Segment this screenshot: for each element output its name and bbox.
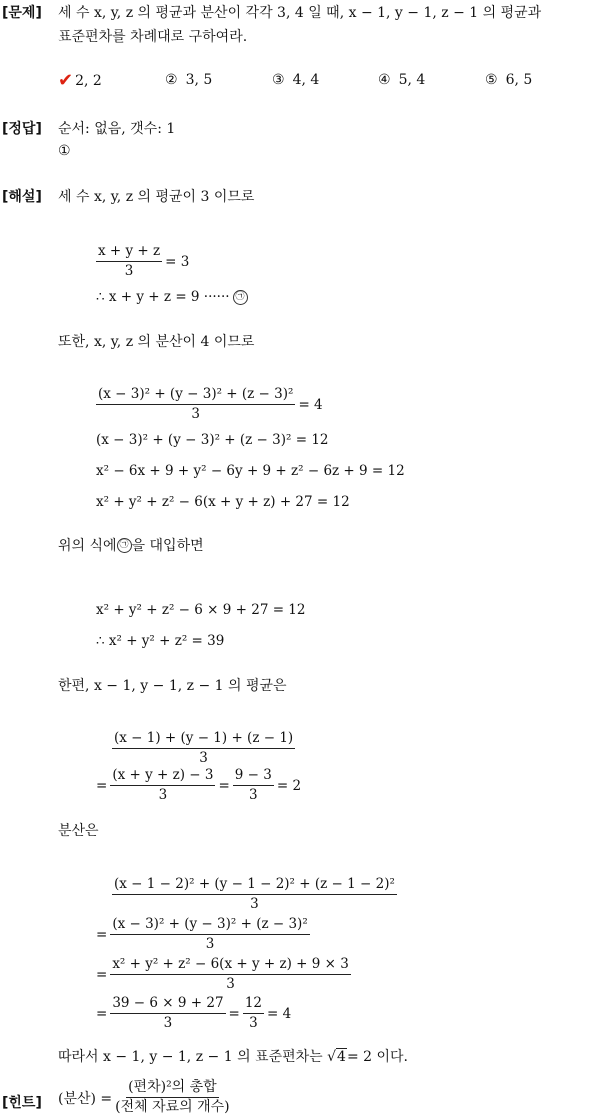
equation-line-7: x² + y² + z² − 6 × 9 + 27 = 12 [96, 602, 306, 618]
answer-line-1: 순서: 없음, 갯수: 1 [58, 121, 176, 137]
choice-5-label: 6, 5 [505, 72, 533, 88]
mean-fraction-2: = $\frac{(x + y + z) - 3}{3}$ = $\frac{9 - 3}{3}$ = 2 [96, 767, 302, 803]
equation-sum: ∴ x + y + z = 9 ······ ㉠ [96, 289, 248, 305]
variance-fraction-1: $\frac{\text{(x − 1 − 2)² + (y − 1 − 2)² + (z − 1 − 2)²}}{3}$ [114, 876, 395, 912]
problem-tag: [문제] [2, 5, 42, 21]
choice-3-number: ③ [272, 72, 285, 88]
solution-tag: [해설] [2, 189, 42, 205]
mean-fraction-1: $\frac{(x - 1) + (y - 1) + (z - 1)}{3}$ [114, 730, 294, 766]
choice-1[interactable] [58, 70, 102, 91]
choice-2-number: ② [165, 72, 178, 88]
choice-5-number: ⑤ [485, 72, 498, 88]
choice-3[interactable] [272, 72, 319, 88]
hint-formula: (분산) = $\frac{\text{(편차)²의 총합}}{\text{(전체 자료의 개수)}}$ [58, 1079, 230, 1115]
problem-line-1: 세 수 x, y, z 의 평균과 분산이 각각 3, 4 일 때, x − 1, y − 1, z − 1 의 평균과 [58, 5, 542, 21]
ref-mark-icon: ㉠ [233, 290, 248, 305]
equation-line-6: x² + y² + z² − 6(x + y + z) + 27 = 12 [96, 494, 350, 510]
conclusion: 따라서 x − 1, y − 1, z − 1 의 표준편차는 √ 4 = 2 이다. [58, 1048, 409, 1065]
equation-mean: $\frac{x + y + z}{3}$ = 3 [98, 243, 190, 279]
hint-tag: [힌트] [2, 1095, 42, 1111]
choice-5[interactable] [485, 72, 532, 88]
equation-line-8: ∴ x² + y² + z² = 39 [96, 633, 225, 649]
checkmark-icon: ✔ [58, 70, 74, 91]
solution-intro: 세 수 x, y, z 의 평균이 3 이므로 [58, 189, 255, 205]
answer-tag: [정답] [2, 121, 42, 137]
substitution-text: 위의 식에 ㉠ 을 대입하면 [58, 538, 204, 554]
choice-2[interactable] [165, 72, 212, 88]
variance-fraction-4: = $\frac{39 - 6 \times 9 + 27}{3}$ = $\frac{12}{3}$ = 4 [96, 995, 292, 1031]
choice-1-label: 2, 2 [75, 72, 102, 89]
choice-4[interactable] [378, 72, 425, 88]
equation-variance: $\frac{\text{(x − 3)² + (y − 3)² + (z − 3)²}}{3}$ = 4 [98, 386, 323, 422]
answer-line-2: ① [58, 143, 71, 159]
variance-label: 분산은 [58, 823, 99, 839]
choice-4-label: 5, 4 [398, 72, 426, 88]
choice-2-label: 3, 5 [185, 72, 213, 88]
variance-fraction-2: = $\frac{\text{(x − 3)² + (y − 3)² + (z − 3)²}}{3}$ [96, 916, 308, 952]
mean-intro: 한편, x − 1, y − 1, z − 1 의 평균은 [58, 678, 287, 694]
equation-line-5: x² − 6x + 9 + y² − 6y + 9 + z² − 6z + 9 = 12 [96, 463, 405, 479]
problem-line-2: 표준편차를 차례대로 구하여라. [58, 29, 248, 45]
ref-mark-icon: ㉠ [117, 538, 132, 553]
choice-4-number: ④ [378, 72, 391, 88]
choice-3-label: 4, 4 [292, 72, 320, 88]
variance-fraction-3: = $\frac{\text{x² + y² + z² − 6(x + y + z) + 9 × 3}}{3}$ [96, 956, 349, 992]
variance-intro: 또한, x, y, z 의 분산이 4 이므로 [58, 334, 255, 350]
equation-line-4: (x − 3)² + (y − 3)² + (z − 3)² = 12 [96, 432, 329, 448]
